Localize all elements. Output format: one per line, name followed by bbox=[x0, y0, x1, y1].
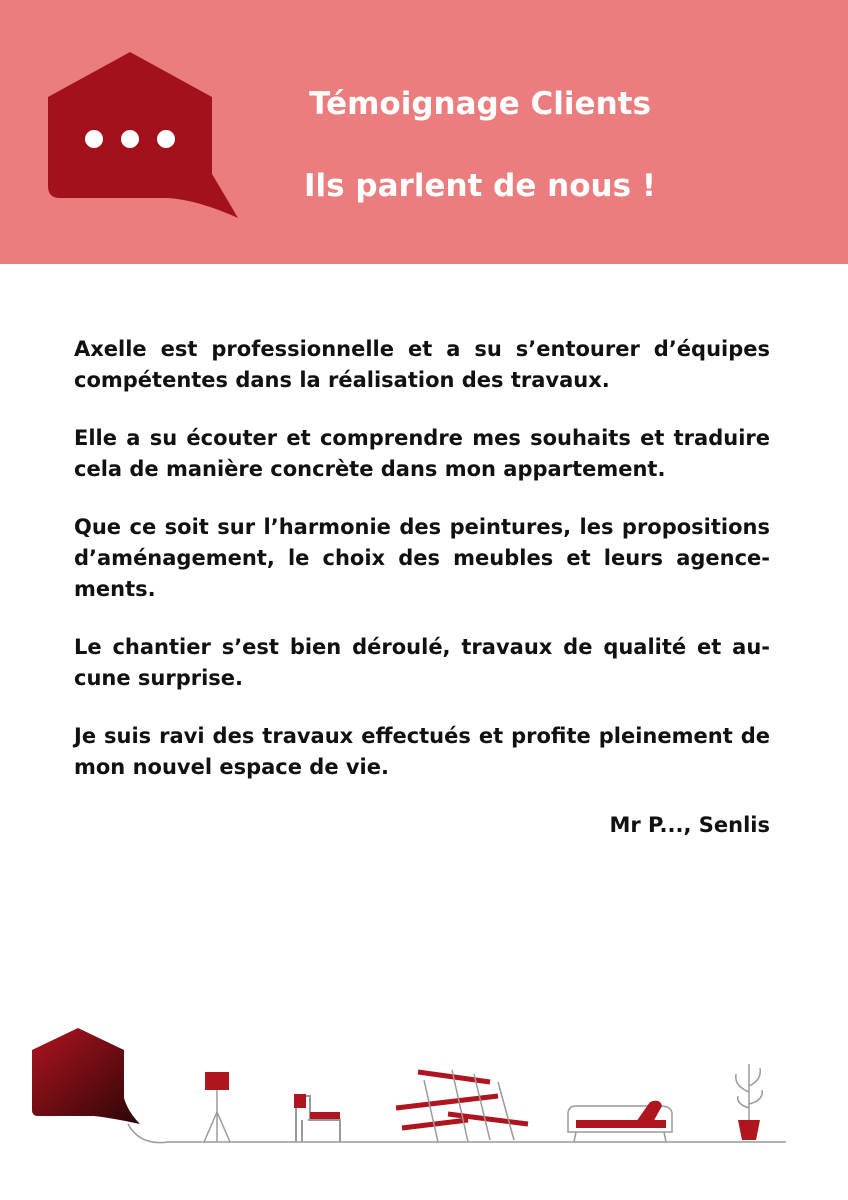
testimonial-paragraph: Que ce soit sur l’harmonie des peintures, les propositions d’aménagement, le choix des meubles et leurs agence-ments. bbox=[74, 515, 770, 601]
floor-lamp-icon bbox=[204, 1072, 230, 1142]
page-title: Témoignage Clients bbox=[309, 86, 651, 122]
testimonial-paragraph: Je suis ravi des travaux effectués et profite pleinement de mon nouvel espace de vie. bbox=[74, 724, 770, 779]
stacked-planks-icon bbox=[396, 1070, 528, 1142]
page-subtitle: Ils parlent de nous ! bbox=[304, 168, 656, 204]
armchair-icon bbox=[294, 1094, 340, 1142]
testimonial-paragraph: Axelle est professionnelle et a su s’entourer d’équipes compétentes dans la réalisation des travaux. bbox=[74, 337, 770, 392]
testimonial-body bbox=[74, 334, 770, 841]
house-speech-bubble-icon bbox=[48, 52, 238, 218]
testimonial-paragraph: Le chantier s’est bien déroulé, travaux de qualité et au-cune surprise. bbox=[74, 635, 770, 690]
testimonial-signature: Mr P..., Senlis bbox=[609, 813, 770, 837]
furniture-illustration bbox=[28, 1020, 798, 1170]
house-bubble-icon bbox=[32, 1028, 140, 1124]
potted-plant-icon bbox=[736, 1064, 762, 1140]
header-band bbox=[0, 0, 848, 264]
testimonial-paragraph: Elle a su écouter et comprendre mes souhaits et traduire cela de manière concrète dans mon appartement. bbox=[74, 426, 770, 481]
sofa-icon bbox=[568, 1101, 672, 1142]
